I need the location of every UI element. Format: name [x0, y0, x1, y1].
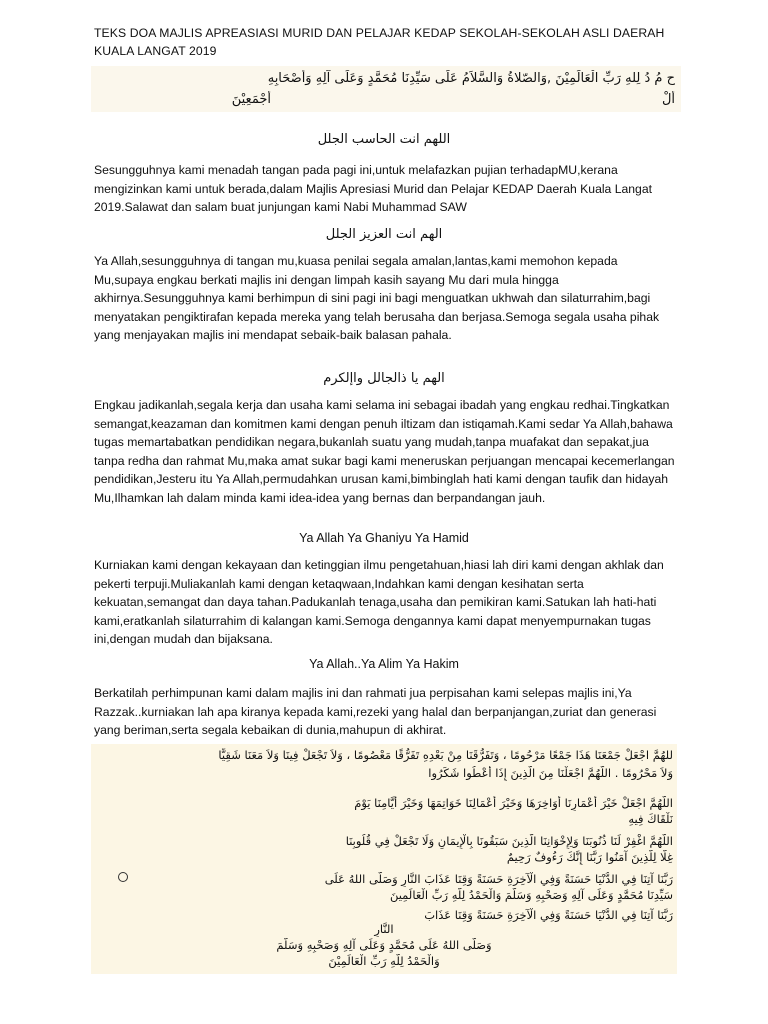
closing-arabic-line: وَصَلَّى اللهُ عَلَى مُحَمَّدٍ وَعَلَى آلِهِ وَصَحْبِهِ وَسَلَّمَ — [276, 938, 492, 952]
section-heading: Ya Allah Ya Ghaniyu Ya Hamid — [299, 531, 469, 545]
closing-arabic-block — [91, 744, 677, 974]
section-paragraph: Kurniakan kami dengan kekayaan dan ketinggian ilmu pengetahuan,hiasi lah diri kami dengan akhlak dan pekerti terpuji.Muliakanlah kami dengan ketaqwaan,Indahkan kami dengan kesihatan serta kekuatan,semangat dan daya tahan.Padukanlah tenaga,usaha dan pemikiran kami.Satukan lah hati-hati kami,eratkanlah silaturrahim di kalangan kami.Semoga dengannya kami dapat menyempurnakan tugas ini,dengan mudah dan bijaksana. — [94, 558, 664, 647]
closing-arabic-line: وَالْحَمْدُ لِلَّهِ رَبِّ الْعَالَمِيْنَ — [328, 954, 440, 968]
opening-arabic-line: أَلْ — [661, 92, 675, 107]
opening-arabic-block — [91, 66, 681, 112]
section-paragraph: Engkau jadikanlah,segala kerja dan usaha kami selama ini sebagai ibadah yang engkau redhai.Tingkatkan semangat,keazaman dan komitmen kami dengan penuh iltizam dan istiqamah.Kami sedar Ya Allah,bahawa tugas memartabatkan pendidikan negara,bukanlah suatu yang mudah,tanpa muafakat dan sepakat,jua tanpa redha dan rahmat Mu,maka amat sukar bagi kami meneruskan perjuangan mencapai kecemerlangan pendidikan,Jesteru itu Ya Allah,permudahkan urusan kami,bimbinglah hati kami dengan taufik dan hidayah Mu,Ilhamkan lah dalam minda kami idea-idea yang bernas dan berpandangan jauh. — [94, 398, 675, 505]
section-heading: الهم انت العزيز الجلل — [325, 227, 443, 242]
section-heading: اللهم انت الحاسب الجلل — [317, 132, 451, 147]
closing-arabic-line: رَبَّنَا آتِنَا فِي الدُّنْيَا حَسَنَةً وَفِي الْآخِرَةِ حَسَنَةً وَقِنَا عَذَابَ — [424, 908, 673, 922]
opening-arabic-line: أَجْمَعِيْنَ — [231, 92, 271, 107]
opening-arabic-line: ح مُ دُ لِلهِ رَبِّ الْعَالَمِيْنَ ,وَالصّلاةُ وَالسَّلاَمُ عَلَى سَيِّدِنَا مُحَمَّدٍ وَعَلَى آلِهِ وَأَصْحَابِهِ — [267, 71, 675, 86]
closing-arabic-line: نَلْقَاكَ فِيهِ — [628, 812, 673, 826]
section-paragraph: Sesungguhnya kami menadah tangan pada pagi ini,untuk melafazkan pujian terhadapMU,kerana mengizinkan kami untuk berada,dalam Majlis Apresiasi Murid dan Pelajar KEDAP Daerah Kuala Langat 2019.Salawat dan salam buat junjungan kami Nabi Muhammad SAW — [94, 163, 652, 215]
document-title: TEKS DOA MAJLIS APREASIASI MURID DAN PELAJAR KEDAP SEKOLAH-SEKOLAH ASLI DAERAH KUALA LANGAT 2019 — [94, 26, 665, 58]
closing-arabic-line: سَيِّدِنَا مُحَمَّدٍ وَعَلَى آلِهِ وَصَحْبِهِ وَسَلَّمَ وَالْحَمْدُ لِلَّهِ رَبِّ الْعَالَمِينَ — [389, 888, 673, 902]
closing-arabic-line: النَّارِ — [374, 922, 394, 936]
closing-arabic-line: غِلًّا لِلَّذِينَ آمَنُوا رَبَّنَا إِنَّكَ رَءُوفٌ رَحِيمٌ — [506, 850, 673, 864]
closing-arabic-line: وَلاَ مَحْرُومًا . اللَّهُمَّ اجْعَلْنَا مِنَ الَّذِينَ إِذَا أُعْطُوا شَكَرُوا — [428, 766, 673, 780]
closing-arabic-line: رَبَّنَا آتِنَا فِي الدُّنْيَا حَسَنَةً وَفِي الْآخِرَةِ حَسَنَةً وَقِنَا عَذَابَ النَّارِ وَصَلَّى اللهُ عَلَى — [324, 872, 673, 886]
closing-arabic-line: للهُمَّ اجْعَلْ جَمْعَنَا هَذَا جَمْعًا مَرْحُومًا ، وَتَفَرُّقَنَا مِنْ بَعْدِهِ تَفَرُّقًا مَعْصُومًا ، وَلاَ تَجْعَلْ فِينَا وَلاَ مَعَنَا شَقِيًّا — [218, 748, 673, 762]
section-heading: الهم يا ذالجالل واإلكرم — [323, 371, 445, 386]
closing-arabic-line: اللَّهُمَّ اجْعَلْ خَيْرَ أَعْمَارِنَا أَوَاخِرَهَا وَخَيْرَ أَعْمَالِنَا خَوَاتِمَهَا وَخَيْرَ أَيَّامِنَا يَوْمَ — [354, 796, 673, 810]
section-paragraph: Ya Allah,sesungguhnya di tangan mu,kuasa penilai segala amalan,lantas,kami memohon kepada Mu,supaya engkau berkati majlis ini dengan limpah kasih sayang Mu dari mula hingga akhirnya.Sesungguhnya kami berhimpun di sini pagi ini bagi menguatkan ukhwah dan silaturrahim,bagi menyatakan pengiktirafan kepada mereka yang telah berusaha dan berjasa.Semoga segala usaha pihak yang menjayakan majlis ini mendapat sebaik-baik balasan pahala. — [94, 254, 660, 343]
section-heading: Ya Allah..Ya Alim Ya Hakim — [309, 657, 459, 671]
circle-mark-icon — [118, 872, 128, 882]
closing-arabic-line: اللَّهُمَّ اغْفِرْ لَنَا ذُنُوبَنَا وَلِإِخْوَانِنَا الَّذِينَ سَبَقُونَا بِالْإِيمَانِ وَلَا تَجْعَلْ فِي قُلُوبِنَا — [345, 834, 673, 848]
section-paragraph: Berkatilah perhimpunan kami dalam majlis ini dan rahmati jua perpisahan kami selepas majlis ini,Ya Razzak..kurniakan lah apa kiranya kepada kami,rezeki yang halal dan berpanjangan,zuriat dan generasi yang beriman,serta segala kebaikan di dunia,mahupun di akhirat. — [94, 686, 657, 738]
